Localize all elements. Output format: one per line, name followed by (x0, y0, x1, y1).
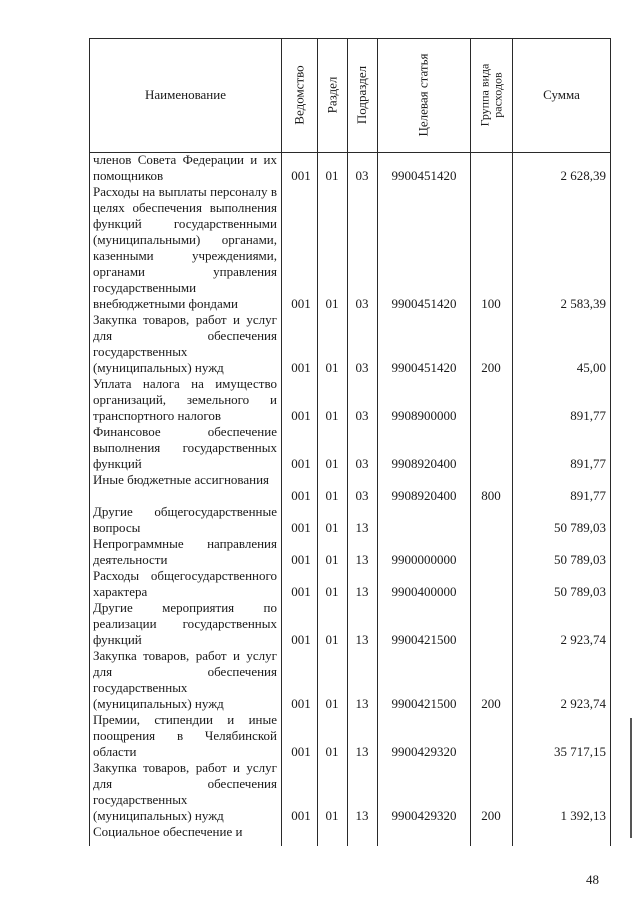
row-amount: 35 717,15 (554, 744, 606, 759)
row-department: 001 (291, 696, 311, 711)
row-section: 01 (325, 744, 339, 759)
row-target-article: 9900000000 (391, 552, 457, 567)
row-name: Финансовое обеспечение выполнения государственных функций (93, 424, 277, 471)
row-subsection: 13 (355, 744, 369, 759)
row-subsection: 13 (355, 584, 369, 599)
row-department: 001 (291, 488, 311, 503)
row-department: 001 (291, 808, 311, 823)
row-subsection: 03 (355, 408, 369, 423)
row-target-article: 9900451420 (391, 296, 457, 311)
row-name: Другие мероприятия по реализации государственных функций (93, 600, 277, 647)
header-amount-cell (513, 39, 610, 151)
row-section: 01 (325, 520, 339, 535)
row-expense-group: 200 (481, 808, 501, 823)
row-name: Закупка товаров, работ и услуг для обеспечения государственных (муниципальных) нужд (93, 760, 277, 823)
row-amount: 2 628,39 (560, 168, 606, 183)
row-section: 01 (325, 696, 339, 711)
header-department-cell (282, 39, 317, 151)
row-name: членов Совета Федерации и их помощников (93, 152, 277, 183)
row-expense-group: 800 (481, 488, 501, 503)
row-expense-group: 200 (481, 360, 501, 375)
row-amount: 891,77 (570, 488, 606, 503)
col-border (317, 38, 318, 846)
header-section: Раздел (324, 76, 340, 114)
col-border (470, 38, 471, 846)
row-subsection: 13 (355, 520, 369, 535)
page-number: 48 (586, 872, 599, 887)
row-amount: 891,77 (570, 408, 606, 423)
header-expense-group (479, 64, 505, 127)
row-amount: 45,00 (576, 360, 606, 375)
row-name: Другие общегосударственные вопросы (93, 504, 277, 535)
col-border (89, 38, 90, 846)
row-section: 01 (325, 456, 339, 471)
row-section: 01 (325, 168, 339, 183)
row-amount: 1 392,13 (560, 808, 606, 823)
header-name-cell (90, 39, 281, 151)
row-amount: 50 789,03 (554, 584, 606, 599)
header-expense-group-line2: расходов (490, 72, 505, 118)
row-amount: 50 789,03 (554, 552, 606, 567)
row-amount: 2 583,39 (560, 296, 606, 311)
row-subsection: 03 (355, 488, 369, 503)
row-section: 01 (325, 552, 339, 567)
row-department: 001 (291, 520, 311, 535)
row-name: Расходы на выплаты персоналу в целях обеспечения выполнения функций государственными (муниципальными) органами, казенными учреждениями, органами управления государственными внебюджетными фондами (93, 184, 277, 311)
col-border (610, 38, 611, 846)
row-name: Уплата налога на имущество организаций, земельного и транспортного налогов (93, 376, 277, 423)
row-expense-group: 100 (481, 296, 501, 311)
row-name: Закупка товаров, работ и услуг для обеспечения государственных (муниципальных) нужд (93, 312, 277, 375)
row-department: 001 (291, 632, 311, 647)
header-department: Ведомство (291, 65, 307, 125)
row-name: Расходы общегосударственного характера (93, 568, 277, 599)
row-amount: 50 789,03 (554, 520, 606, 535)
row-section: 01 (325, 488, 339, 503)
row-target-article: 9900421500 (391, 632, 457, 647)
col-border (281, 38, 282, 846)
row-subsection: 03 (355, 168, 369, 183)
row-department: 001 (291, 584, 311, 599)
row-name: Непрограммные направления деятельности (93, 536, 277, 567)
header-amount: Сумма (543, 87, 580, 102)
header-section-cell (318, 39, 347, 151)
budget-table (89, 38, 611, 846)
col-border (512, 38, 513, 846)
row-name: Закупка товаров, работ и услуг для обеспечения государственных (муниципальных) нужд (93, 648, 277, 711)
row-department: 001 (291, 296, 311, 311)
row-expense-group: 200 (481, 696, 501, 711)
row-section: 01 (325, 408, 339, 423)
header-subsection: Подраздел (354, 65, 370, 125)
row-department: 001 (291, 744, 311, 759)
row-target-article: 9900429320 (391, 808, 457, 823)
row-target-article: 9900400000 (391, 584, 457, 599)
row-section: 01 (325, 296, 339, 311)
row-target-article: 9900451420 (391, 360, 457, 375)
row-department: 001 (291, 456, 311, 471)
row-name: Премии, стипендии и иные поощрения в Челябинской области (93, 712, 277, 759)
col-border (377, 38, 378, 846)
row-department: 001 (291, 408, 311, 423)
row-target-article: 9900451420 (391, 168, 457, 183)
header-target-article: Целевая статья (415, 53, 431, 137)
row-name: Иные бюджетные ассигнования (93, 472, 270, 487)
row-amount: 891,77 (570, 456, 606, 471)
row-subsection: 13 (355, 632, 369, 647)
row-subsection: 03 (355, 296, 369, 311)
row-target-article: 9908920400 (391, 488, 457, 503)
row-amount: 2 923,74 (560, 632, 606, 647)
header-name: Наименование (145, 87, 226, 102)
row-section: 01 (325, 584, 339, 599)
header-expense-group-line1: Группа вида (477, 63, 492, 127)
row-target-article: 9908920400 (391, 456, 457, 471)
row-subsection: 03 (355, 456, 369, 471)
row-target-article: 9900429320 (391, 744, 457, 759)
row-department: 001 (291, 552, 311, 567)
row-amount: 2 923,74 (560, 696, 606, 711)
row-department: 001 (291, 168, 311, 183)
row-section: 01 (325, 632, 339, 647)
row-department: 001 (291, 360, 311, 375)
row-subsection: 03 (355, 360, 369, 375)
row-target-article: 9908900000 (391, 408, 457, 423)
col-border (347, 38, 348, 846)
row-section: 01 (325, 360, 339, 375)
row-name: Социальное обеспечение и (93, 824, 243, 839)
row-section: 01 (325, 808, 339, 823)
row-subsection: 13 (355, 696, 369, 711)
header-expense-group-cell (471, 39, 512, 151)
margin-mark (630, 718, 632, 838)
header-subsection-cell (348, 39, 377, 151)
row-subsection: 13 (355, 808, 369, 823)
header-target-article-cell (378, 39, 470, 151)
row-target-article: 9900421500 (391, 696, 457, 711)
row-subsection: 13 (355, 552, 369, 567)
